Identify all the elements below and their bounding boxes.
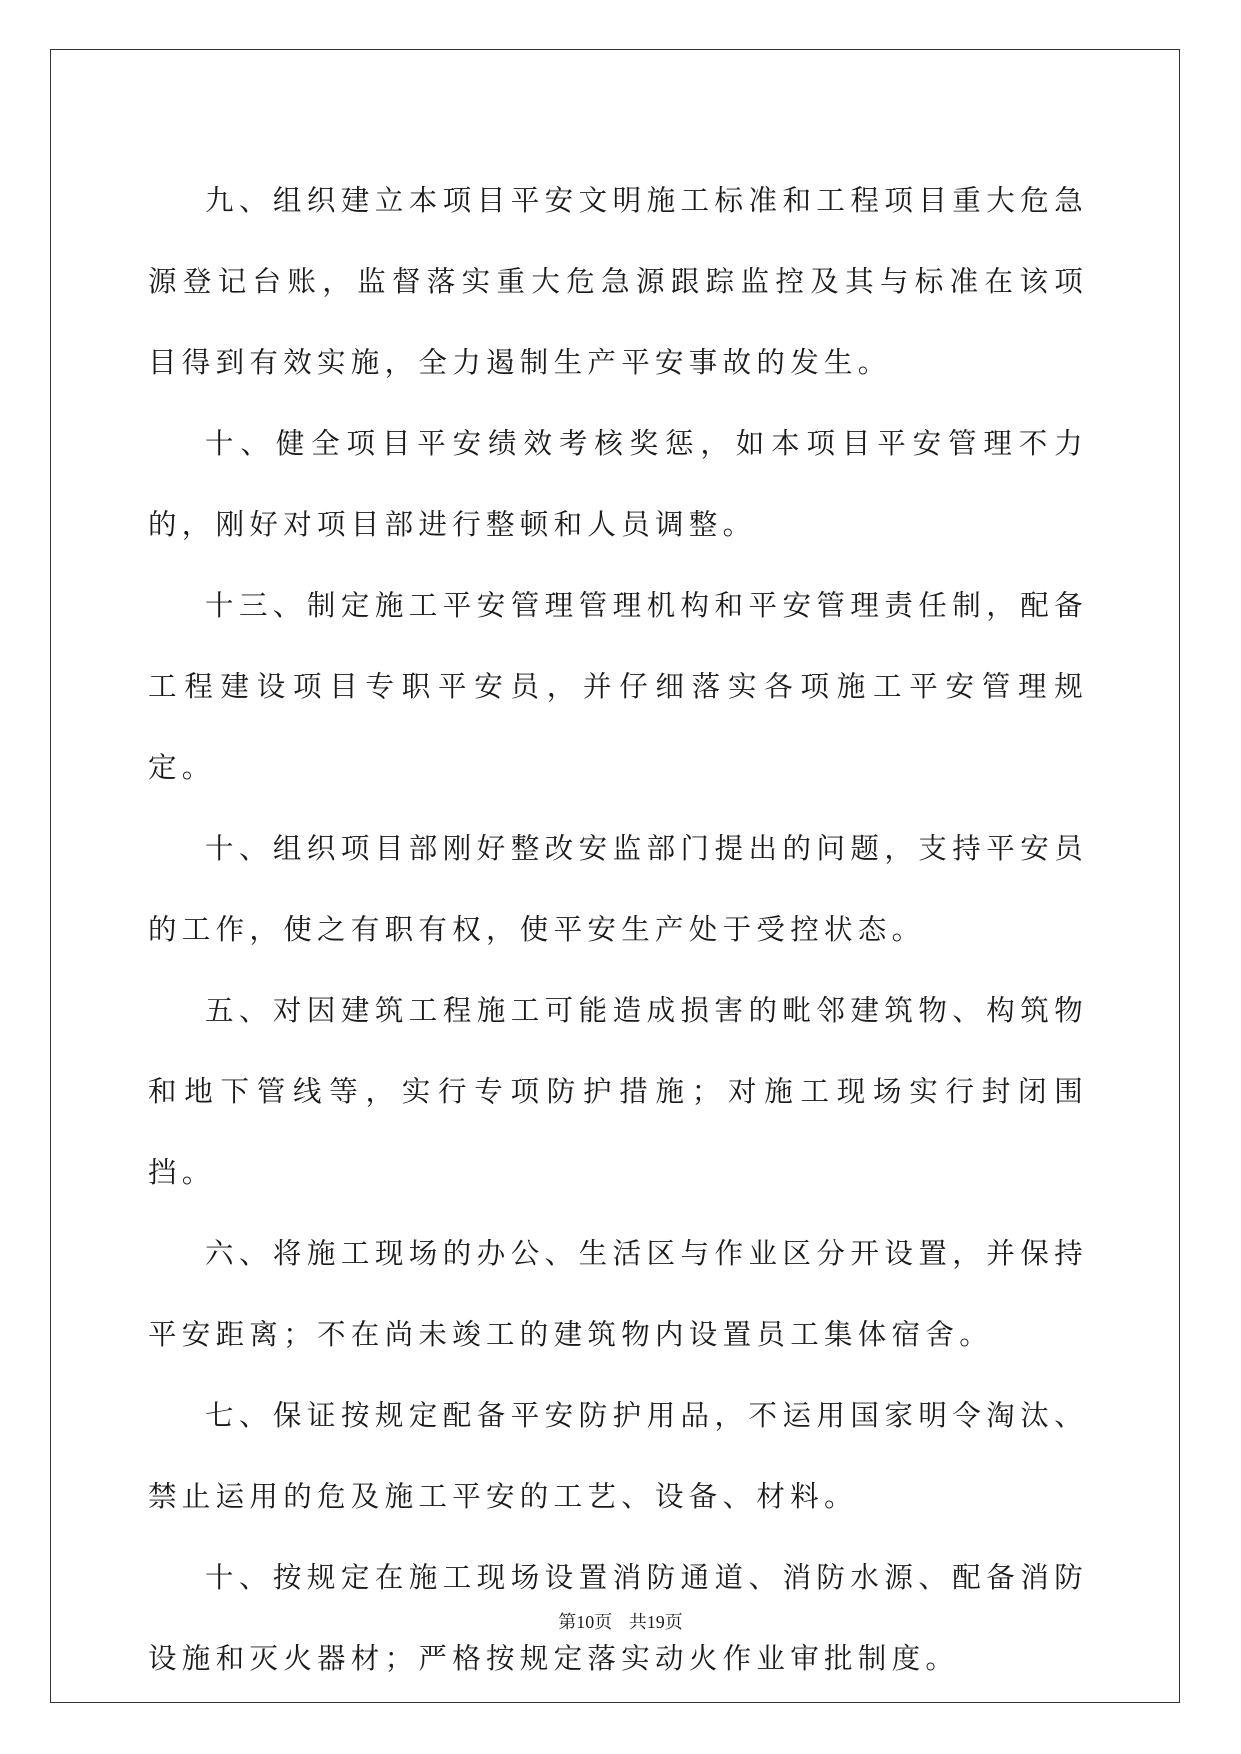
paragraph: 十、按规定在施工现场设置消防通道、消防水源、配备消防设施和灭火器材；严格按规定落实动火作业审批制度。: [148, 1561, 1088, 1675]
paragraph: 九、组织建立本项目平安文明施工标准和工程项目重大危急源登记台账，监督落实重大危急源跟踪监控及其与标准在该项目得到有效实施，全力遏制生产平安事故的发生。: [148, 184, 1088, 379]
paragraph: 七、保证按规定配备平安防护用品，不运用国家明令淘汰、禁止运用的危及施工平安的工艺、设备、材料。: [148, 1399, 1088, 1513]
paragraph: 十、健全项目平安绩效考核奖惩，如本项目平安管理不力的，刚好对项目部进行整顿和人员调整。: [148, 427, 1088, 541]
paragraph: 五、对因建筑工程施工可能造成损害的毗邻建筑物、构筑物和地下管线等，实行专项防护措施；对施工现场实行封闭围挡。: [148, 994, 1088, 1189]
document-body: [148, 160, 1088, 1699]
page-count: 共19页: [628, 1612, 683, 1632]
page-number: 第10页: [558, 1612, 613, 1632]
paragraph: 十、组织项目部刚好整改安监部门提出的问题，支持平安员的工作，使之有职有权，使平安生产处于受控状态。: [148, 832, 1088, 946]
paragraph: 六、将施工现场的办公、生活区与作业区分开设置，并保持平安距离；不在尚未竣工的建筑物内设置员工集体宿舍。: [148, 1237, 1088, 1351]
page-footer: [0, 1608, 1241, 1634]
paragraph: 十三、制定施工平安管理管理机构和平安管理责任制，配备工程建设项目专职平安员，并仔细落实各项施工平安管理规定。: [148, 589, 1088, 784]
